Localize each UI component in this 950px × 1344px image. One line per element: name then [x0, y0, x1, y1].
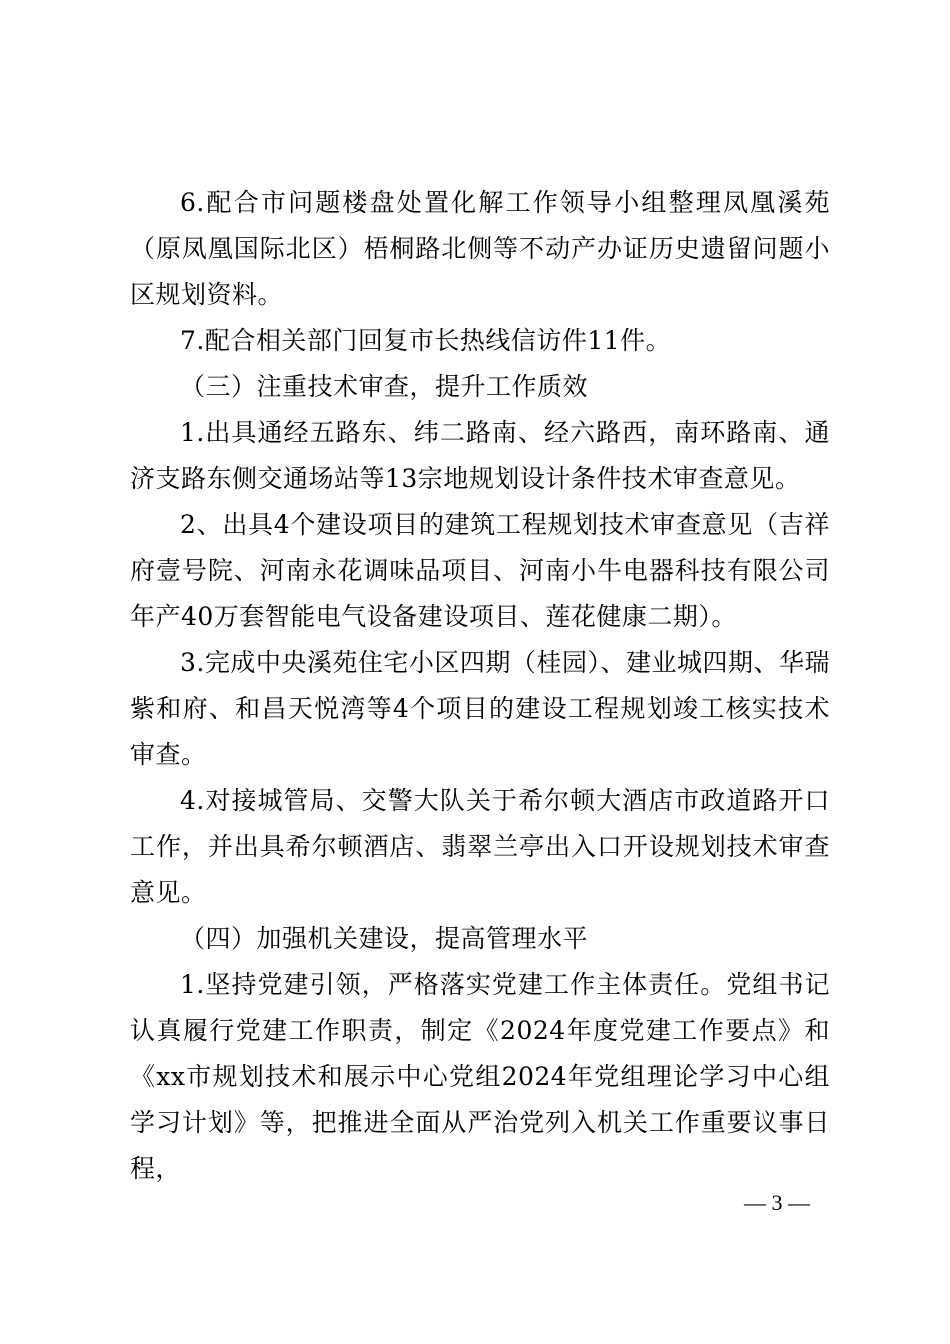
paragraph-tech-review-4: 4.对接城管局、交警大队关于希尔顿大酒店市政道路开口工作，并出具希尔顿酒店、翡翠兰亭出入口开设规划技术审查意见。: [130, 786, 830, 907]
page-number: — 3 —: [744, 1190, 810, 1215]
paragraph-item-6: 6.配合市问题楼盘处置化解工作领导小组整理凤凰溪苑（原凤凰国际北区）梧桐路北侧等不动产办证历史遗留问题小区规划资料。: [130, 188, 830, 309]
paragraph-tech-review-2: 2、出具4个建设项目的建筑工程规划技术审查意见（吉祥府壹号院、河南永花调味品项目、河南小牛电器科技有限公司年产40万套智能电气设备建设项目、莲花健康二期）。: [130, 510, 830, 631]
document-body: [130, 180, 830, 1192]
section-heading-3: （三）注重技术审查，提升工作质效: [180, 372, 589, 401]
paragraph-tech-review-1: 1.出具通经五路东、纬二路南、经六路西，南环路南、通济支路东侧交通场站等13宗地规划设计条件技术审查意见。: [130, 418, 830, 493]
section-heading-4: （四）加强机关建设，提高管理水平: [180, 924, 589, 953]
paragraph-item-7: 7.配合相关部门回复市长热线信访件11件。: [180, 326, 672, 355]
paragraph-tech-review-3: 3.完成中央溪苑住宅小区四期（桂园）、建业城四期、华瑞紫和府、和昌天悦湾等4个项目的建设工程规划竣工核实技术审查。: [130, 648, 830, 769]
paragraph-party-building-1: 1.坚持党建引领，严格落实党建工作主体责任。党组书记认真履行党建工作职责，制定《2024年度党建工作要点》和《xx市规划技术和展示中心党组2024年党组理论学习中心组学习计划》等，把推进全面从严治党列入机关工作重要议事日程，: [130, 970, 830, 1183]
